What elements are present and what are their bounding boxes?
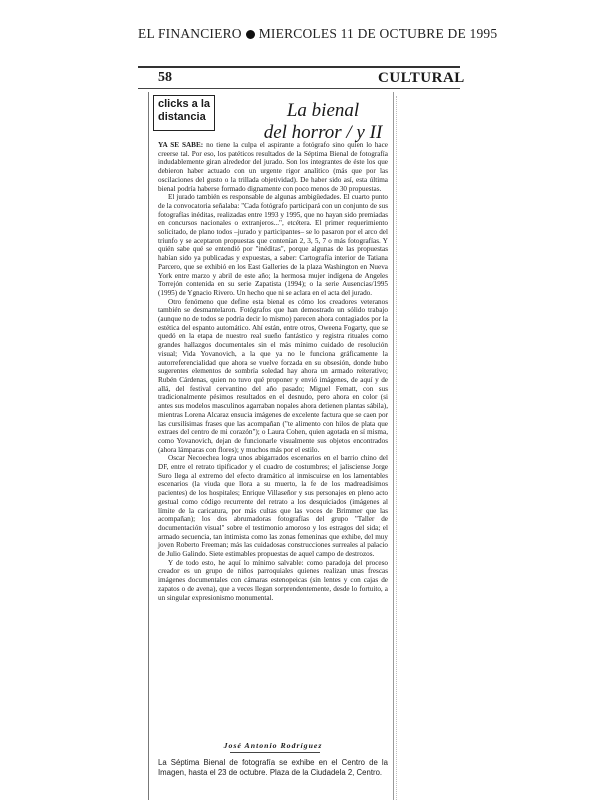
- column-label-line1: clicks a la: [158, 98, 210, 110]
- gutter-mark: [396, 96, 402, 800]
- column-label-box: [153, 95, 215, 131]
- author-signature: José Antonio Rodríguez: [223, 741, 323, 750]
- header-subrule: [138, 88, 460, 89]
- masthead-paper-name: EL FINANCIERO: [138, 26, 242, 41]
- article-paragraph-2: El jurado también es responsable de algunas ambigüedades. El cuarto punto de la convocatoria señalaba: "Cada fotógrafo participará con un conjunto de sus fotografías inéditas, realizadas entre 1993 y 1995, que no hayan sido premiadas en concursos nacionales o extranjeros...", etcétera. El primer requerimiento solicitado, de plano todos –jurado y participantes– se lo pasaron por el arco del triunfo y se aceptaron propuestas que contenían 2, 3, 5, 7 o más fotografías. Y quién sabe qué se entendió por "inéditas", porque algunas de las propuestas habían sido ya publicadas y expuestas, a saber: Cartografía interior de Tatiana Parcero, que se exhibió en los East Galleries de la plaza Washington en Nueva York entre marzo y abril de este año; la hermosa mujer indígena de Angeles Torrejón contenida en su serie Zapatista (1994); o la serie Ausencias/1995 (1995) de Ygnacio Rivero. Un hecho que ni se aclara en el acta del jurado.: [158, 193, 388, 297]
- masthead-date: MIERCOLES 11 DE OCTUBRE DE 1995: [258, 26, 498, 41]
- masthead: [138, 26, 498, 42]
- signature-rule: [230, 752, 320, 753]
- headline-line1: La bienal: [286, 100, 360, 121]
- page-number: 58: [158, 70, 172, 85]
- lead-in: YA SE SABE:: [158, 141, 204, 149]
- paragraph-text: no tiene la culpa el aspirante a fotógrafo sino quien lo hace creerse tal. Por eso, los patéticos resultados de la Séptima Bienal de fotografía indudablemente giran alrededor del jurado. Son los integrantes de éste los que debieron haber actuado con un urgente rigor analítico (más que por las oscilaciones del gusto o la trillada objetividad). De haber sido así, esta última bienal podría haberse formado dignamente con poco menos de 30 propuestas.: [158, 141, 388, 193]
- article-body: [158, 141, 388, 602]
- headline-line2: del horror / y II: [263, 122, 383, 143]
- column-label-line2: distancia: [158, 111, 206, 123]
- article-paragraph-1: [158, 141, 388, 193]
- exhibition-note: La Séptima Bienal de fotografía se exhibe en el Centro de la Imagen, hasta el 23 de octubre. Plaza de la Ciudadela 2, Centro.: [158, 758, 388, 777]
- article-headline: [248, 100, 398, 144]
- article-paragraph-4: Oscar Necoechea logra unos abigarrados escenarios en el barrio chino del DF, entre el retrato tipificador y el cuadro de costumbres; el jalisciense Jorge Suro llega al extremo del efecto dramático al inmiscuirse en los lamentables escenarios (la viuda que llora a su muerto, la fe de los madreadísimos pacientes) de los hospitales; Enrique Villaseñor y sus personajes en pleno acto gestual como código recurrente del retrato a los desquiciados (imágenes al límite de la caricatura, por más cultas que las voces de Brimmer que las acompañan); los dos abrumadoras fotografías del grupo "Taller de documentación visual" sobre el testimonio amoroso y los estragos del sida; el armado secuencia, tan íntimista como las zonas femeninas que exhibe, del muy joven Roberto Freeman; más las cuidadosas construcciones surreales al palacio de Julio Galindo. Siete estimables propuestas de aquel campo de destrozos.: [158, 454, 388, 559]
- header-rule: [138, 66, 460, 68]
- article-paragraph-5: Y de todo esto, he aquí lo mínimo salvable: como paradoja del proceso creador es un grupo de niños parroquiales quienes realizan unas frescas imágenes documentales con cámaras estenopeicas (sin lentes y con cajas de zapatos o de avena), que a veces llegan sorprendentemente, desde lo fortuito, a un singular expresionismo monumental.: [158, 558, 388, 602]
- bullet-dot-icon: [246, 30, 255, 39]
- section-name: CULTURAL: [378, 70, 465, 86]
- article-paragraph-3: Otro fenómeno que define esta bienal es cómo los creadores veteranos también se desmantelaron. Fotógrafos que han demostrado un sólido trabajo (aunque no de todos se podría decir lo mismo) parecen ahora contagiados por la estética del espanto automático. Ahí están, entre otros, Oweena Fogarty, que se quedó en la etapa de nuestro real sueño fantástico y registra rituales como grandes hallazgos documentales sin el más mínimo cuidado de resolución visual; Vida Yovanovich, a la que ya no le funciona gráficamente la autorreferencialidad que ahora se vuelve forzada en su obsesión, donde hubo sugerentes elementos de sombría soledad hay ahora un armado reiterativo; Rubén Cárdenas, quien no tuvo qué proponer y envió imágenes, de aquí y de allá, del festival cervantino del año pasado; Miguel Fematt, con sus tradicionalmente pésimos resultados en el desnudo, pero ahora en color (si antes sus modelos masculinos agarraban nopales ahora detienen plantas sábila), mientras Lorena Alcaraz ensucia imágenes de excelente factura que se caen por las cursilísimas frases que las acompañan ("te alimento con hilos de plata que extraes del centro de mi corazón"); o Laura Cohen, quien agotada en sí misma, como Yovanovich, dejan de funcionarle visualmente sus objetos encontrados (ahora lámparas con flores); y muchos más por el estilo.: [158, 297, 388, 454]
